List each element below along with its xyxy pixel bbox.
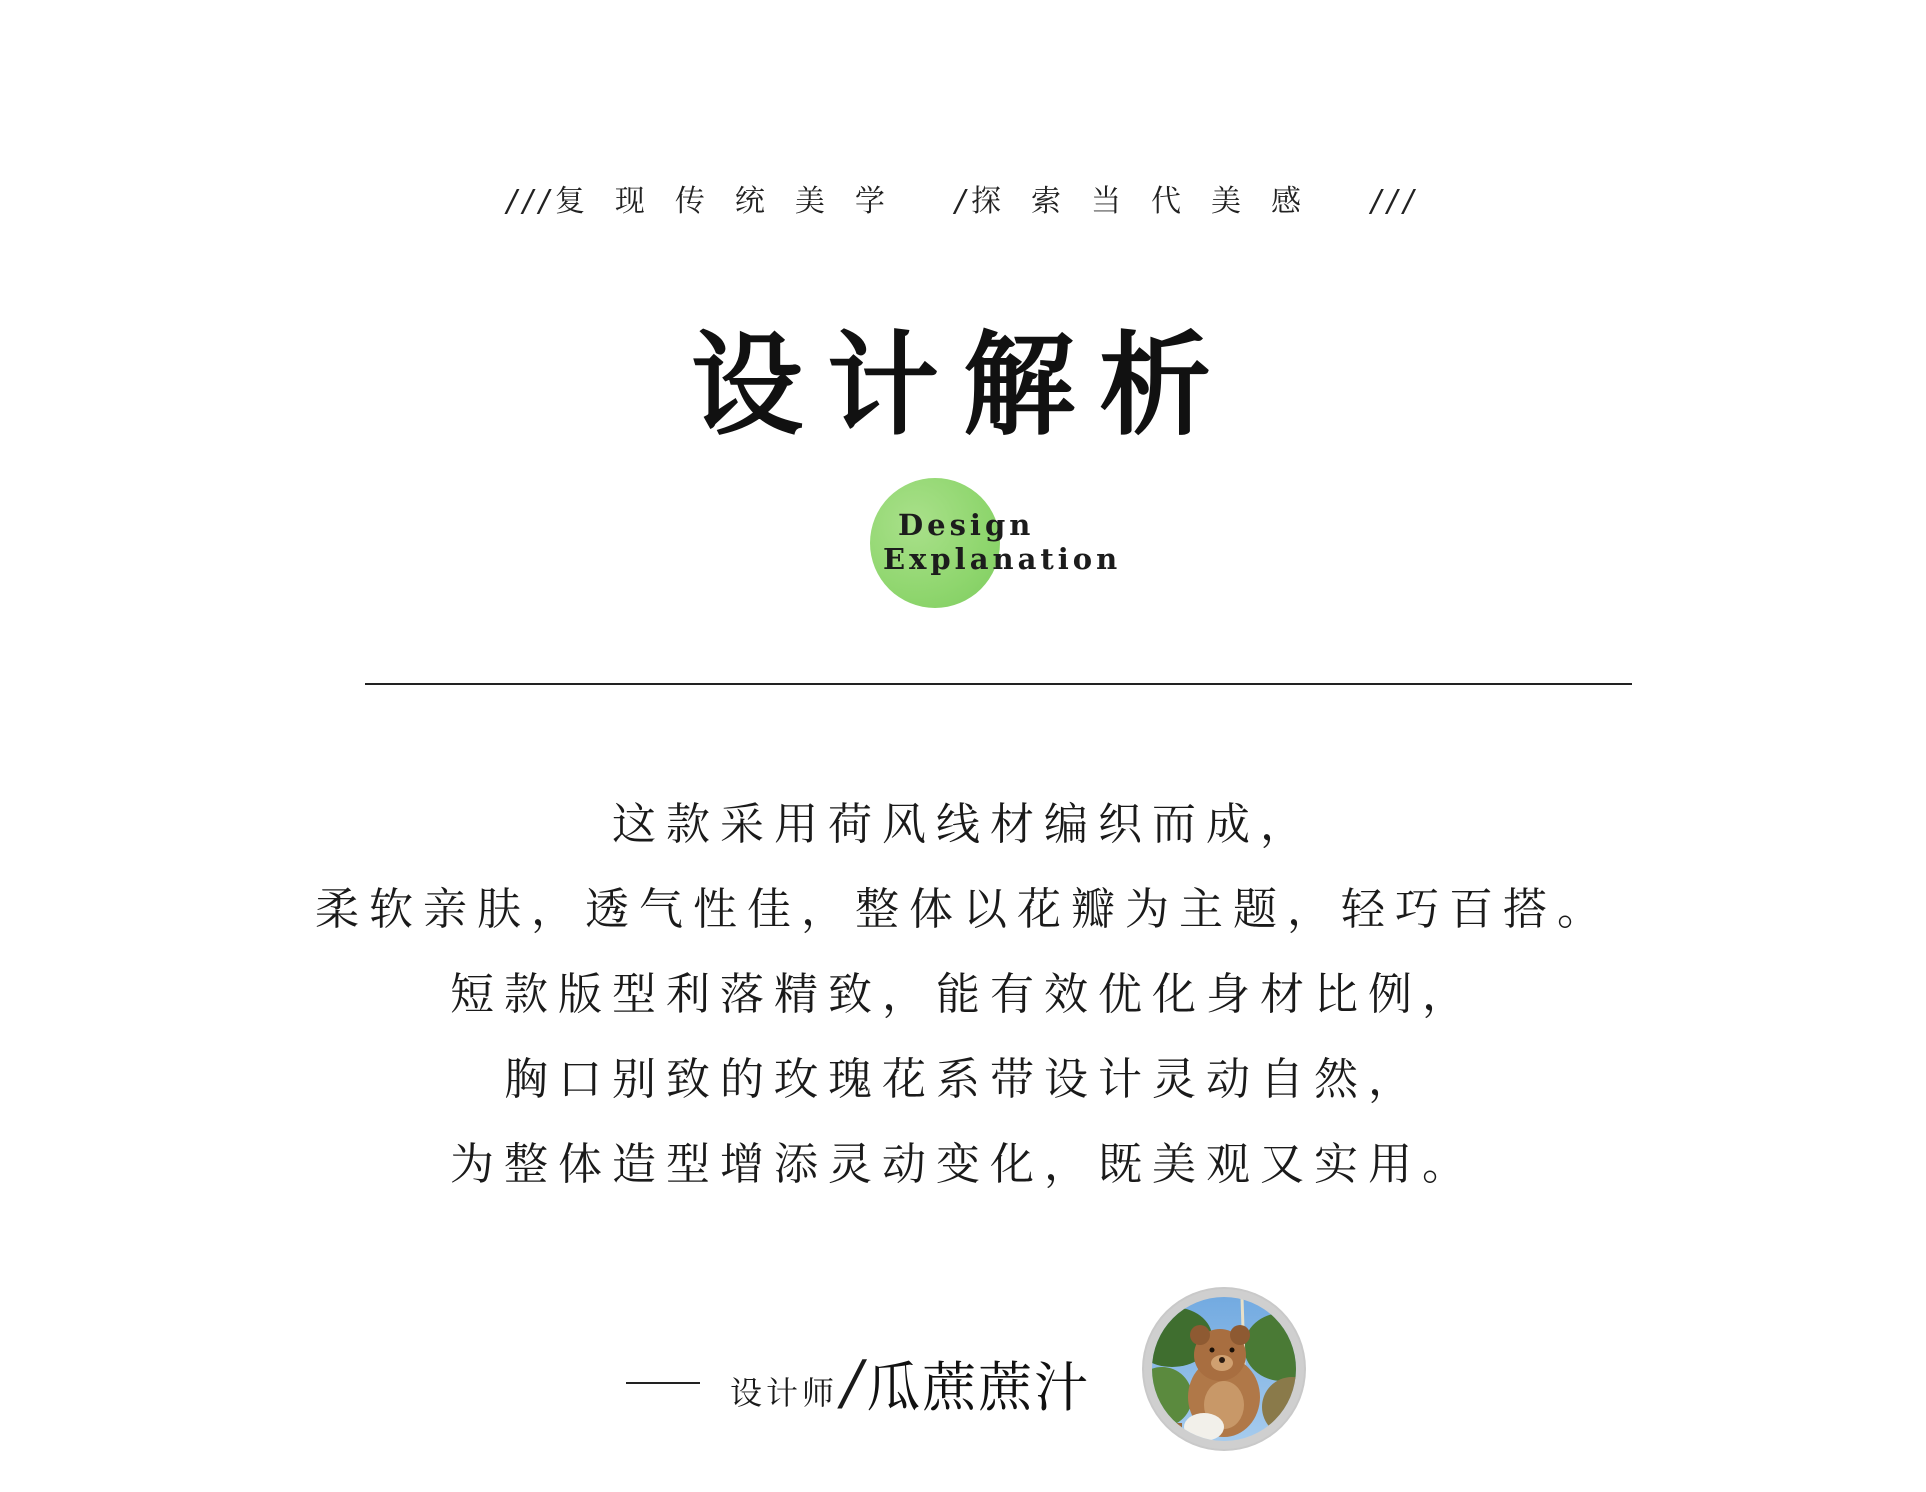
tagline-tail-slashes: /// <box>1371 184 1420 219</box>
designer-avatar <box>1142 1287 1306 1451</box>
description-paragraph <box>0 782 1926 1207</box>
tagline-part2: 探索当代美感 <box>971 184 1332 219</box>
description-line: 短款版型利落精致，能有效优化身材比例， <box>450 969 1476 1020</box>
description-line: 柔软亲肤，透气性佳，整体以花瓣为主题，轻巧百搭。 <box>315 884 1611 935</box>
page-title: 设计解析 <box>691 320 1235 451</box>
teddy-bear-photo-icon <box>1142 1287 1306 1451</box>
tagline-part1: 复现传统美学 <box>554 184 915 219</box>
tagline-lead-slashes: /// <box>506 184 555 219</box>
designer-name: 瓜蔗蔗汁 <box>866 1355 1091 1419</box>
subtitle-line-1: Design <box>898 508 1035 542</box>
tagline-separator: / <box>954 184 972 219</box>
description-line: 为整体造型增添灵动变化，既美观又实用。 <box>450 1139 1476 1190</box>
divider-line <box>365 683 1632 685</box>
description-line: 这款采用荷风线材编织而成， <box>612 799 1314 850</box>
description-line: 胸口别致的玫瑰花系带设计灵动自然， <box>504 1054 1422 1105</box>
subtitle <box>883 508 1121 576</box>
signature-slash: / <box>842 1348 863 1418</box>
subtitle-line-2: Explanation <box>883 542 1122 576</box>
designer-signature <box>626 1348 1090 1418</box>
tagline <box>0 176 1926 220</box>
designer-label: 设计师 <box>730 1374 839 1412</box>
signature-dash <box>626 1382 700 1384</box>
